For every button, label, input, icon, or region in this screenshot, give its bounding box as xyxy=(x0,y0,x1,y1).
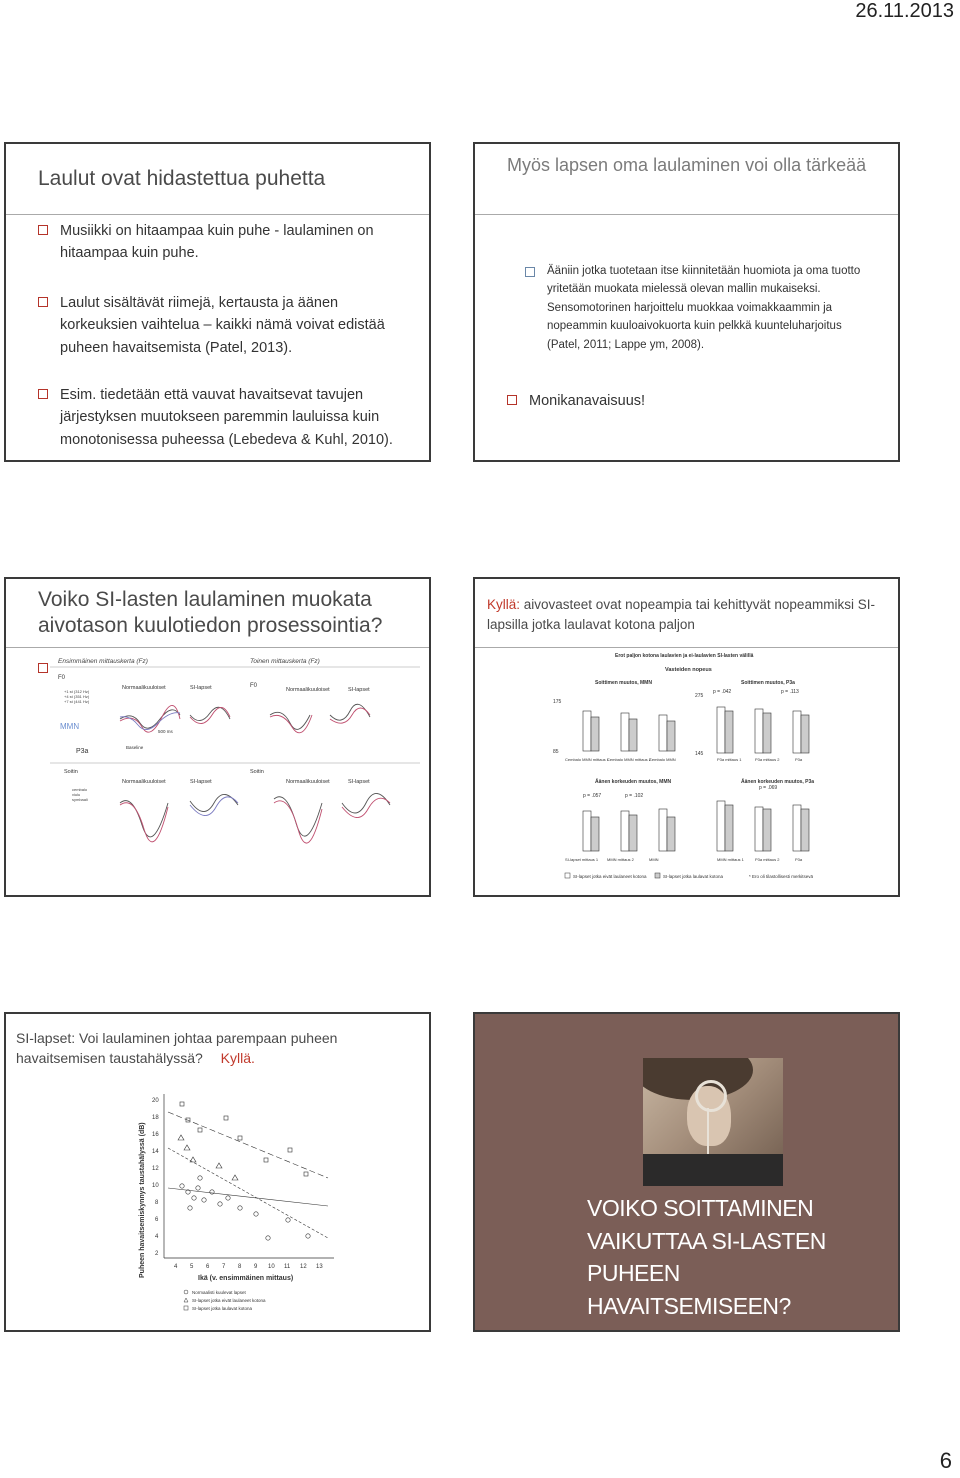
svg-text:symbaali: symbaali xyxy=(72,797,88,802)
slide-6 xyxy=(473,1012,900,1332)
scatter-figure xyxy=(128,1088,358,1328)
slide-3 xyxy=(4,577,431,897)
svg-text:Normaalikuuloiset: Normaalikuuloiset xyxy=(286,779,330,785)
svg-text:F0: F0 xyxy=(58,675,66,681)
svg-text:Ikä (v. ensimmäinen mittaus): Ikä (v. ensimmäinen mittaus) xyxy=(198,1275,294,1282)
svg-text:16: 16 xyxy=(152,1132,159,1138)
slide-4 xyxy=(473,577,900,897)
svg-text:Normaalisti kuulevat lapset: Normaalisti kuulevat lapset xyxy=(192,1290,246,1295)
svg-text:8: 8 xyxy=(238,1264,242,1270)
divider xyxy=(475,647,898,648)
slide-6-caption: VOIKO SOITTAMINEN VAIKUTTAA SI-LASTEN PUHEEN HAVAITSEMISEEN? xyxy=(587,1195,826,1319)
svg-text:* Ero oli tilastollisesti merk: * Ero oli tilastollisesti merkitsevä xyxy=(749,874,814,879)
svg-text:P3a mittaus 1: P3a mittaus 1 xyxy=(717,757,742,762)
bullet-2: Monikanavaisuus! xyxy=(507,390,847,412)
svg-text:4: 4 xyxy=(155,1234,159,1240)
slide-2 xyxy=(473,142,900,462)
svg-text:13: 13 xyxy=(316,1264,323,1270)
bullet-1: Ääniin jotka tuotetaan itse kiinnitetään huomiota ja oma tuotto yritetään muokata mielessä olevan mallin mukaiseksi. Sensomotorinen harjoittelu muokkaa voimakkaammin ja nopeammin kuuloaivokuorta kuin pelkkä kuunteluharjoitus (Patel, 2011; Lappe ym, 2008). xyxy=(525,262,865,354)
svg-text:Normaalikuuloiset: Normaalikuuloiset xyxy=(122,779,166,785)
svg-text:SI-lapset jotka eivät laulanee: SI-lapset jotka eivät laulaneet kotona xyxy=(192,1298,266,1303)
slide-title: Myös lapsen oma laulaminen voi olla tärkeää xyxy=(507,155,867,175)
divider xyxy=(6,214,429,215)
svg-text:SI-lapset jotka eivät laulanee: SI-lapset jotka eivät laulaneet kotona xyxy=(573,874,647,879)
svg-text:P3a: P3a xyxy=(795,757,803,762)
svg-text:SI-lapset jotka laulavat koton: SI-lapset jotka laulavat kotona xyxy=(663,874,724,879)
svg-text:7: 7 xyxy=(222,1264,226,1270)
svg-text:P3a mittaus 2: P3a mittaus 2 xyxy=(755,757,780,762)
svg-text:4: 4 xyxy=(174,1264,178,1270)
svg-text:Normaalikuuloiset: Normaalikuuloiset xyxy=(122,685,166,691)
svg-text:Cembalo MMN mittaus 1: Cembalo MMN mittaus 1 xyxy=(565,757,610,762)
svg-text:viulu: viulu xyxy=(72,792,81,797)
bullet-square-icon xyxy=(38,663,48,673)
slide-title: Laulut ovat hidastettua puhetta xyxy=(38,167,326,190)
bullet-square-icon xyxy=(507,395,517,405)
svg-text:Erot paljon kotona laulavien j: Erot paljon kotona laulavien ja ei-laulavien SI-lasten välillä xyxy=(615,653,754,659)
svg-text:Baseline: Baseline xyxy=(126,745,144,750)
svg-text:9: 9 xyxy=(254,1264,258,1270)
page-number: 6 xyxy=(939,1448,952,1473)
bullet-square-icon xyxy=(38,389,48,399)
fig-label-second: Toinen mittauskerta (Fz) xyxy=(250,658,320,665)
bar-comparison-figure xyxy=(545,651,885,891)
svg-text:SI-lapset: SI-lapset xyxy=(190,685,212,691)
title-highlight: Kyllä. xyxy=(220,1050,255,1067)
svg-text:500 ms: 500 ms xyxy=(158,729,173,734)
svg-text:12: 12 xyxy=(300,1264,307,1270)
svg-text:Normaalikuuloiset: Normaalikuuloiset xyxy=(286,687,330,693)
divider xyxy=(6,647,429,648)
svg-text:12: 12 xyxy=(152,1166,159,1172)
svg-text:14: 14 xyxy=(152,1149,159,1155)
svg-text:SI-lapset jotka laulavat koton: SI-lapset jotka laulavat kotona xyxy=(192,1306,253,1311)
svg-text:P3a: P3a xyxy=(795,857,803,862)
svg-text:p = .113: p = .113 xyxy=(781,689,799,695)
svg-text:SI-lapset mittaus 1: SI-lapset mittaus 1 xyxy=(565,857,599,862)
svg-text:SI-lapset: SI-lapset xyxy=(348,687,370,693)
svg-text:Cembalo MMN: Cembalo MMN xyxy=(649,757,676,762)
svg-text:MMN: MMN xyxy=(60,722,80,731)
svg-text:11: 11 xyxy=(284,1264,291,1270)
erp-waveform-figure xyxy=(50,653,420,893)
svg-text:145: 145 xyxy=(695,751,704,757)
svg-text:2: 2 xyxy=(155,1251,159,1257)
svg-text:Cembalo MMN mittaus 2: Cembalo MMN mittaus 2 xyxy=(607,757,652,762)
svg-text:MMN mittaus 1: MMN mittaus 1 xyxy=(717,857,744,862)
bullet-3: Esim. tiedetään että vauvat havaitsevat tavujen järjestyksen muutokseen paremmin lauluissa kuin monotonisessa puheessa (Lebedeva & Kuhl, 2010). xyxy=(38,384,418,451)
fig-label-first: Ensimmäinen mittauskerta (Fz) xyxy=(58,658,148,665)
svg-text:P3a: P3a xyxy=(76,748,89,755)
svg-text:MMN: MMN xyxy=(649,857,659,862)
svg-text:+1 st (312 Hz): +1 st (312 Hz) xyxy=(64,689,90,694)
svg-text:P3a mittaus 2: P3a mittaus 2 xyxy=(755,857,780,862)
svg-text:F0: F0 xyxy=(250,683,258,689)
svg-text:6: 6 xyxy=(155,1217,159,1223)
svg-text:Soittimen muutos, MMN: Soittimen muutos, MMN xyxy=(595,680,652,686)
bullet-1: Musiikki on hitaampaa kuin puhe - laulaminen on hitaampaa kuin puhe. xyxy=(38,220,418,265)
slide-1 xyxy=(4,142,431,462)
slide-5 xyxy=(4,1012,431,1332)
svg-text:Soitin: Soitin xyxy=(250,769,264,775)
svg-text:10: 10 xyxy=(268,1264,275,1270)
divider xyxy=(475,214,898,215)
title-highlight: Kyllä: xyxy=(487,597,521,612)
svg-text:p = .069: p = .069 xyxy=(759,785,778,791)
svg-text:Puheen havaitsemiskynnys taust: Puheen havaitsemiskynnys taustahälyssä (dB) xyxy=(139,1122,146,1278)
svg-text:MMN mittaus 2: MMN mittaus 2 xyxy=(607,857,634,862)
svg-text:+7 st (441 Hz): +7 st (441 Hz) xyxy=(64,699,90,704)
slide-title: Voiko SI-lasten laulaminen muokata aivotason kuulotiedon prosessointia? xyxy=(38,588,383,638)
svg-text:Soittimen muutos, P3a: Soittimen muutos, P3a xyxy=(741,680,795,686)
svg-text:Äänen korkeuden muutos, P3a: Äänen korkeuden muutos, P3a xyxy=(741,779,815,785)
svg-text:p = .102: p = .102 xyxy=(625,793,644,799)
svg-text:Soitin: Soitin xyxy=(64,769,78,775)
svg-text:cembalo: cembalo xyxy=(72,787,88,792)
bullet-square-icon xyxy=(525,267,535,277)
slide-title: SI-lapset: Voi laulaminen johtaa parempaan puheen havaitsemisen taustahälyssä? Kyllä. xyxy=(16,1030,338,1067)
svg-text:85: 85 xyxy=(553,749,559,755)
svg-text:8: 8 xyxy=(155,1200,159,1206)
svg-text:18: 18 xyxy=(152,1115,159,1121)
bullet-square-icon xyxy=(38,225,48,235)
svg-text:20: 20 xyxy=(152,1098,159,1104)
svg-text:SI-lapset: SI-lapset xyxy=(190,779,212,785)
svg-text:+4 st (351 Hz): +4 st (351 Hz) xyxy=(64,694,90,699)
svg-text:5: 5 xyxy=(190,1264,194,1270)
svg-text:Äänen korkeuden muutos, MMN: Äänen korkeuden muutos, MMN xyxy=(595,779,672,785)
svg-text:Vasteiden nopeus: Vasteiden nopeus xyxy=(665,667,712,673)
svg-text:275: 275 xyxy=(695,693,704,699)
svg-text:SI-lapset: SI-lapset xyxy=(348,779,370,785)
bullet-2: Laulut sisältävät riimejä, kertausta ja äänen korkeuksien vaihtelua – kaikki nämä voivat edistää puheen havaitsemista (Patel, 2013). xyxy=(38,292,418,359)
svg-text:6: 6 xyxy=(206,1264,210,1270)
svg-text:p = .042: p = .042 xyxy=(713,689,732,695)
svg-text:175: 175 xyxy=(553,699,562,705)
svg-text:10: 10 xyxy=(152,1183,159,1189)
date: 26.11.2013 xyxy=(855,0,954,22)
slide-title: Kyllä: aivovasteet ovat nopeampia tai kehittyvät nopeammiksi SI-lapsilla jotka laulavat kotona paljon xyxy=(487,597,875,633)
cochlear-implant-photo xyxy=(643,1058,783,1186)
bullet-square-icon xyxy=(38,297,48,307)
svg-text:p = .057: p = .057 xyxy=(583,793,602,799)
